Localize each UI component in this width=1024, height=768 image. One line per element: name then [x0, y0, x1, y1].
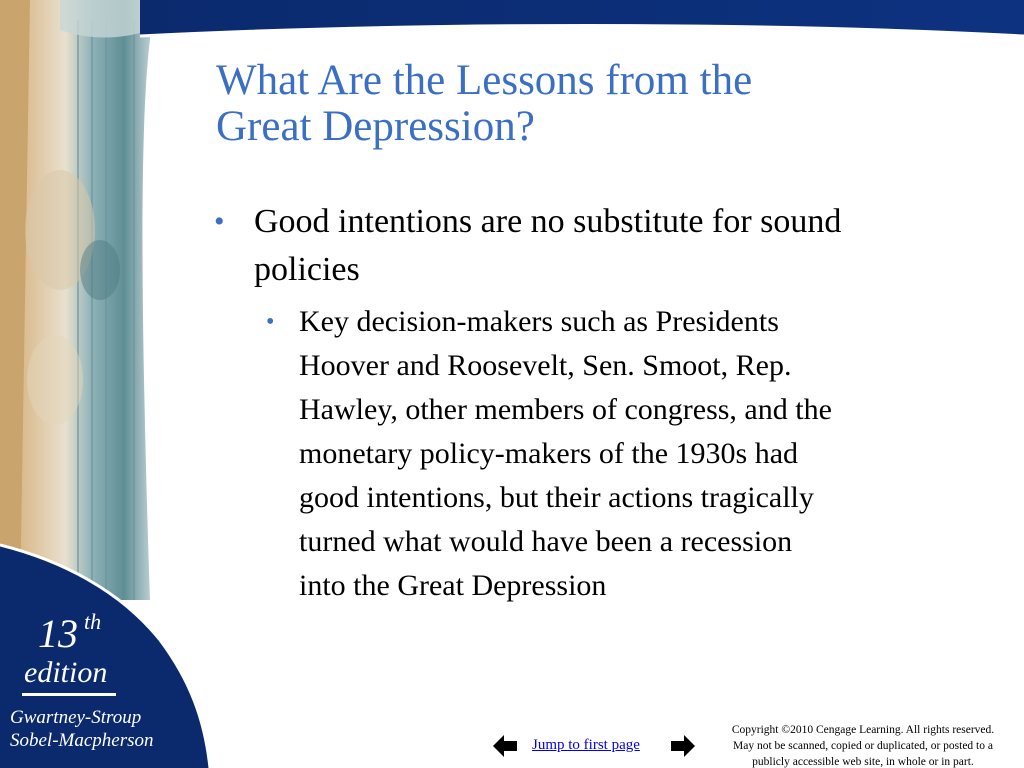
- copyright-line: publicly accessible web site, in whole or in part.: [752, 756, 974, 768]
- bullet-list: [214, 198, 984, 608]
- copyright-line: Copyright ©2010 Cengage Learning. All rights reserved.: [731, 724, 995, 736]
- copyright-line: May not be scanned, copied or duplicated, or posted to a: [733, 740, 993, 752]
- bullet-text-line: Hoover and Roosevelt, Sen. Smoot, Rep.: [299, 349, 792, 382]
- author-line: Gwartney-Stroup: [10, 707, 142, 728]
- column-image: [20, 0, 150, 600]
- author-names: [10, 706, 154, 752]
- bullet-text-line: policies: [254, 251, 360, 288]
- bullet-text-line: Good intentions are no substitute for sound: [254, 203, 842, 240]
- author-line: Sobel-Macpherson: [10, 730, 154, 751]
- edition-label: edition: [24, 656, 108, 689]
- left-arrow-icon[interactable]: [492, 733, 518, 759]
- edition-number: 13: [38, 611, 78, 656]
- bullet-text-line: good intentions, but their actions tragically: [299, 481, 814, 514]
- title-line: What Are the Lessons from the: [216, 57, 753, 104]
- bullet-level-1: [214, 198, 984, 294]
- bullet-text-line: turned what would have been a recession: [299, 525, 793, 558]
- edition-suffix: th: [84, 609, 102, 634]
- bullet-text-line: monetary policy-makers of the 1930s had: [299, 437, 799, 470]
- right-arrow-icon[interactable]: [670, 733, 696, 759]
- slide-title: [216, 58, 976, 150]
- bullet-text-line: Key decision-makers such as Presidents: [299, 305, 779, 338]
- bullet-marker: •: [214, 205, 225, 238]
- bullet-text-line: Hawley, other members of congress, and the: [299, 393, 832, 426]
- bullet-level-2: [254, 300, 979, 608]
- edition-divider: [22, 693, 116, 696]
- copyright-notice: [700, 722, 1024, 768]
- bullet-marker: •: [266, 309, 275, 335]
- column-capital: [60, 0, 150, 38]
- title-line: Great Depression?: [216, 103, 535, 150]
- jump-to-first-page-link[interactable]: Jump to first page: [532, 737, 640, 753]
- bullet-text-line: into the Great Depression: [299, 569, 607, 602]
